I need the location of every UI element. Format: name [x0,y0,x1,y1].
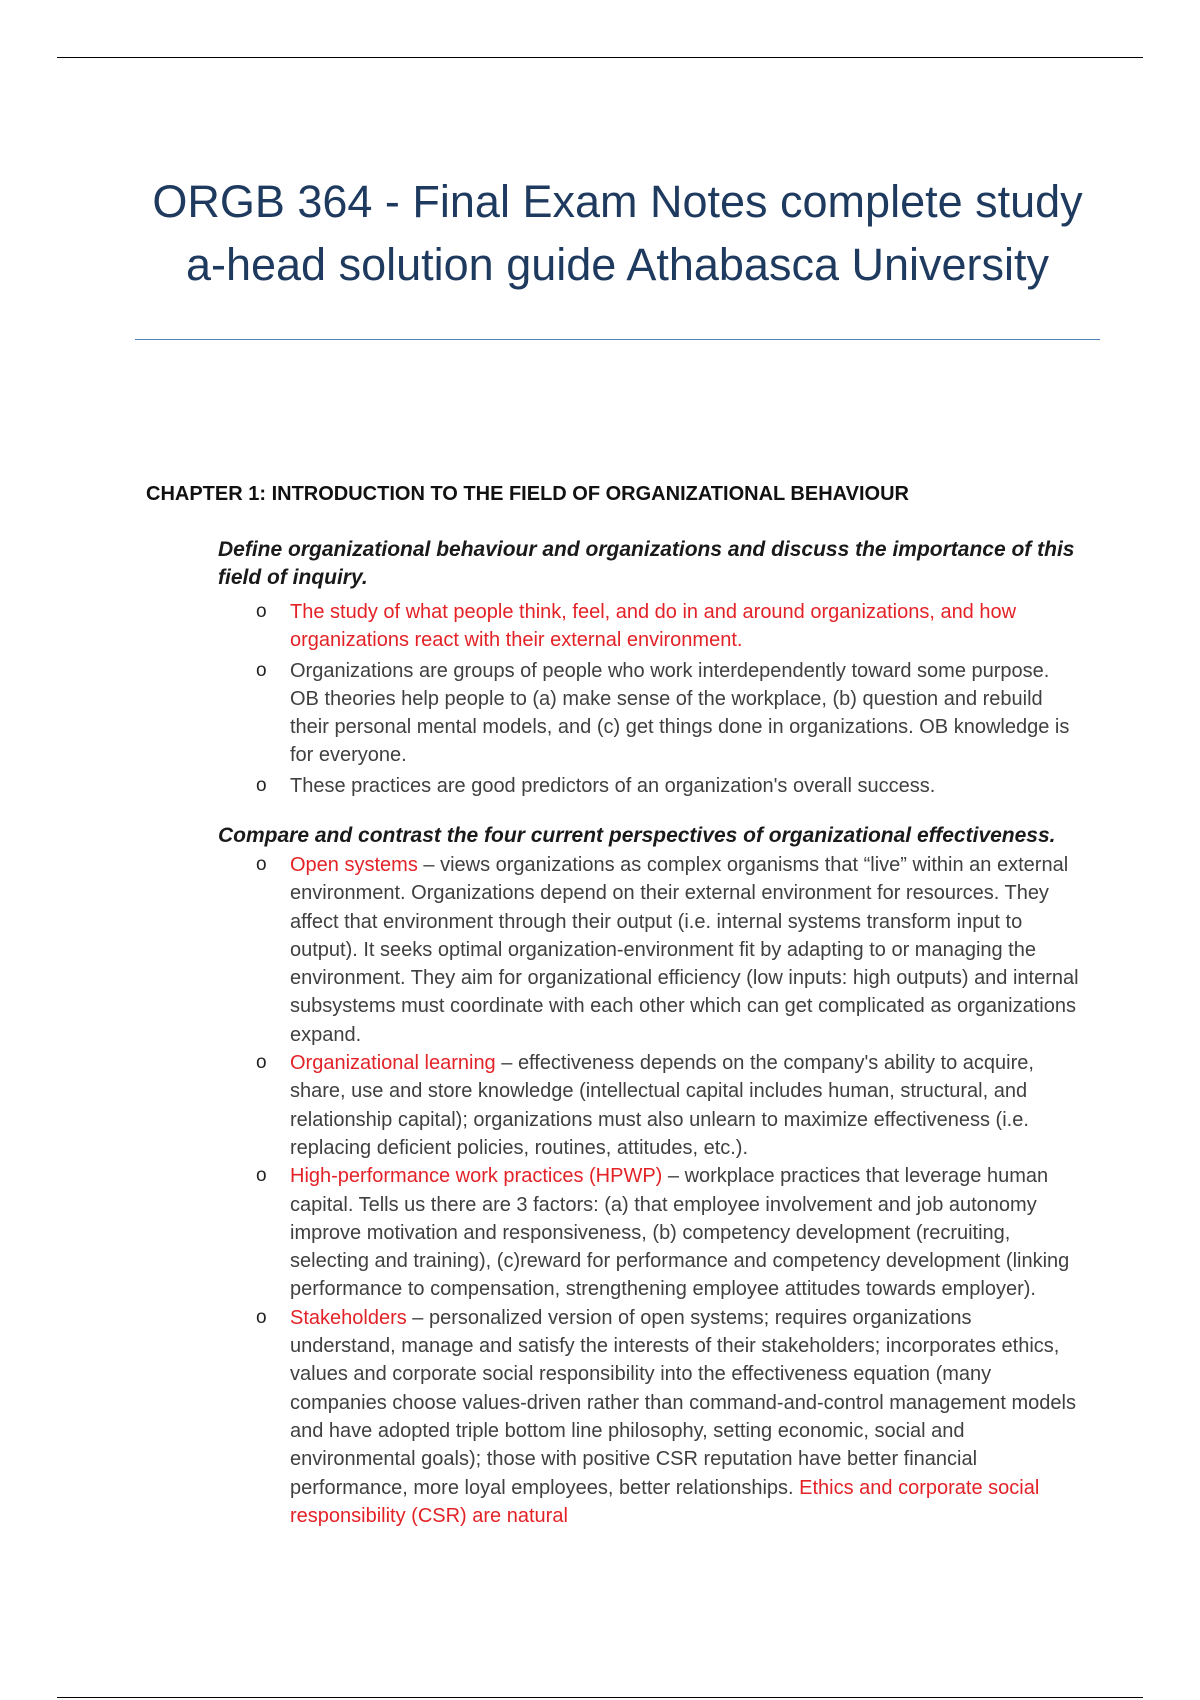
list-item [252,851,1082,1049]
item-text: These practices are good predictors of an organization's overall success. [290,774,936,797]
item-text: Organizations are groups of people who work interdependently toward some purpose. OB theories help people to (a) make sense of the workplace, (b) question and rebuild their personal mental models, and (c) get things done in organizations. OB knowledge is for everyone. [290,659,1070,767]
page-top-rule [57,57,1143,58]
document-title: ORGB 364 - Final Exam Notes complete study a-head solution guide Athabasca University [152,176,1083,291]
bullet-marker: o [256,774,267,796]
item-term: Organizational learning [290,1052,496,1075]
page-bottom-rule [57,1697,1143,1698]
bullet-marker: o [256,854,267,875]
section-heading-2: Compare and contrast the four current perspectives of organizational effectiveness. [218,824,1056,847]
list-item [252,1162,1082,1303]
item-term: Stakeholders [290,1306,407,1329]
list-item [252,598,1082,655]
item-emphasis: The study of what people think, feel, and do in and around organizations, and how organizations react with their external environment. [290,601,1017,652]
item-text: effectiveness depends on the company's ability to acquire, share, use and store knowledge (intellectual capital includes human, structural, and relationship capital); organizations must also unlearn to maximize effectiveness (i.e. replacing deficient policies, routines, attitudes, etc.). [290,1052,1034,1159]
title-underline [135,339,1100,340]
item-term: High-performance work practices (HPWP) [290,1165,663,1188]
item-term: Open systems [290,854,418,876]
item-text: views organizations as complex organisms that “live” within an external environment. Organizations depend on their external environment for resources. They affect that environment through their output (i.e. internal systems transform input to output). It seeks optimal organization-environment fit by adapting to or managing the environment. They aim for organizational efficiency (low inputs: high outputs) and internal subsystems must coordinate with each other which can get complicated as organizations expand. [290,854,1079,1046]
item-separator: – [495,1052,518,1075]
item-separator: – [406,1306,429,1329]
item-separator: – [417,854,441,876]
item-separator: – [662,1165,685,1188]
item-text: workplace practices that leverage human capital. Tells us there are 3 factors: (a) that employee involvement and job autonomy improve motivation and responsiveness, (b) competency development (recruiting, selecting and training), (c)reward for performance and competency development (linking performance to compensation, strengthening employee attitudes towards employer). [290,1165,1070,1301]
item-text: personalized version of open systems; requires organizations understand, manage and satisfy the interests of their stakeholders; incorporates ethics, values and corporate social responsibility into the effectiveness equation (many companies choose values-driven rather than command-and-control management models and have adopted triple bottom line philosophy, setting economic, social and environmental goals); those with positive CSR reputation have better financial performance, more loyal employees, better relationships. [290,1306,1076,1499]
section-1-list [252,598,1082,800]
list-item [252,1304,1082,1530]
bullet-marker: o [256,1052,267,1074]
bullet-marker: o [256,601,267,622]
list-item [252,772,1082,800]
bullet-marker: o [256,1306,267,1328]
section-heading-1: Define organizational behaviour and organizations and discuss the importance of this field of inquiry. [218,538,1075,589]
item-emphasis: Ethics and corporate social responsibility (CSR) are natural [290,1476,1040,1527]
bullet-marker: o [256,1165,267,1187]
list-item [252,657,1082,770]
list-item [252,1049,1082,1162]
bullet-marker: o [256,659,267,681]
chapter-heading: CHAPTER 1: INTRODUCTION TO THE FIELD OF ORGANIZATIONAL BEHAVIOUR [146,483,909,505]
section-2-list [252,851,1082,1530]
